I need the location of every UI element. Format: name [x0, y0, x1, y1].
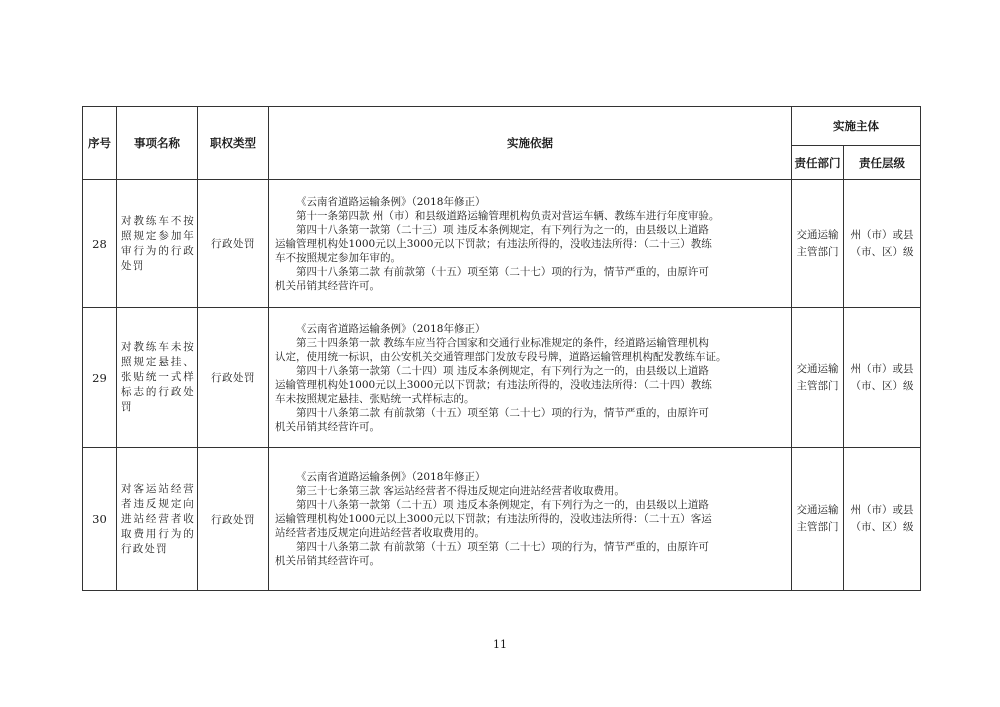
basis-line: 第十一条第四款 州（市）和县级道路运输管理机构负责对营运车辆、教练车进行年度审验。	[296, 209, 720, 222]
basis-line: 《云南省道路运输条例》（2018年修正）	[296, 322, 486, 335]
basis-line: 第四十八条第二款 有前款第（十五）项至第（二十七）项的行为，情节严重的，由原许可	[296, 406, 709, 419]
row-basis	[269, 180, 792, 308]
basis-line: 认定，使用统一标识，由公安机关交通管理部门发放专段号牌，道路运输管理机构配发教练车证。	[275, 350, 727, 363]
basis-line: 第四十八条第二款 有前款第（十五）项至第（二十七）项的行为，情节严重的，由原许可	[296, 265, 709, 278]
table-row	[83, 180, 921, 308]
row-level: 州（市）或县（市、区）级	[844, 180, 921, 308]
basis-line: 《云南省道路运输条例》（2018年修正）	[296, 195, 486, 208]
row-basis	[269, 448, 792, 591]
basis-line: 站经营者违反规定向进站经营者收取费用的。	[275, 527, 485, 539]
basis-line: 第三十七条第三款 客运站经营者不得违反规定向进站经营者收取费用。	[296, 485, 625, 497]
row-level: 州（市）或县（市、区）级	[844, 448, 921, 591]
basis-line: 运输管理机构处1000元以上3000元以下罚款；有违法所得的，没收违法所得：（二十五）客运	[275, 513, 712, 525]
header-level: 责任层级	[844, 146, 921, 180]
row-item-name: 对客运站经营者违反规定向进站经营者收取费用行为的行政处罚	[117, 448, 198, 591]
row-item-name: 对教练车未按照规定悬挂、张贴统一式样标志的行政处罚	[117, 308, 198, 448]
row-power-type: 行政处罚	[198, 180, 269, 308]
header-item-name: 事项名称	[117, 107, 198, 180]
header-power-type: 职权类型	[198, 107, 269, 180]
row-basis	[269, 308, 792, 448]
enforcement-items-table	[82, 106, 921, 591]
basis-line: 第四十八条第一款第（二十五）项 违反本条例规定，有下列行为之一的，由县级以上道路	[296, 499, 709, 511]
basis-line: 机关吊销其经营许可。	[275, 555, 380, 567]
row-power-type: 行政处罚	[198, 448, 269, 591]
table-row	[83, 448, 921, 591]
row-power-type: 行政处罚	[198, 308, 269, 448]
row-dept: 交通运输主管部门	[792, 308, 844, 448]
header-subject: 实施主体	[792, 107, 921, 146]
basis-line: 车未按照规定悬挂、张贴统一式样标志的。	[275, 392, 475, 405]
basis-line: 机关吊销其经营许可。	[275, 279, 380, 292]
table-row	[83, 308, 921, 448]
header-dept: 责任部门	[792, 146, 844, 180]
basis-line: 车不按照规定参加年审的。	[275, 251, 401, 264]
row-seq: 29	[83, 308, 117, 448]
row-seq: 28	[83, 180, 117, 308]
row-seq: 30	[83, 448, 117, 591]
row-dept: 交通运输主管部门	[792, 180, 844, 308]
row-dept: 交通运输主管部门	[792, 448, 844, 591]
header-row-1	[83, 107, 921, 146]
basis-line: 机关吊销其经营许可。	[275, 420, 380, 433]
basis-line: 第四十八条第二款 有前款第（十五）项至第（二十七）项的行为，情节严重的，由原许可	[296, 541, 709, 553]
header-seq: 序号	[83, 107, 117, 180]
row-level: 州（市）或县（市、区）级	[844, 308, 921, 448]
basis-line: 第四十八条第一款第（二十四）项 违反本条例规定，有下列行为之一的，由县级以上道路	[296, 364, 709, 377]
header-basis: 实施依据	[269, 107, 792, 180]
basis-line: 运输管理机构处1000元以上3000元以下罚款；有违法所得的，没收违法所得：（二十三）教练	[275, 237, 712, 250]
basis-line: 第三十四条第一款 教练车应当符合国家和交通行业标准规定的条件，经道路运输管理机构	[296, 336, 709, 349]
basis-line: 《云南省道路运输条例》（2018年修正）	[296, 471, 486, 483]
basis-line: 运输管理机构处1000元以上3000元以下罚款；有违法所得的，没收违法所得：（二十四）教练	[275, 378, 712, 391]
page-number: 11	[493, 638, 507, 651]
row-item-name: 对教练车不按照规定参加年审行为的行政处罚	[117, 180, 198, 308]
basis-line: 第四十八条第一款第（二十三）项 违反本条例规定，有下列行为之一的，由县级以上道路	[296, 223, 709, 236]
